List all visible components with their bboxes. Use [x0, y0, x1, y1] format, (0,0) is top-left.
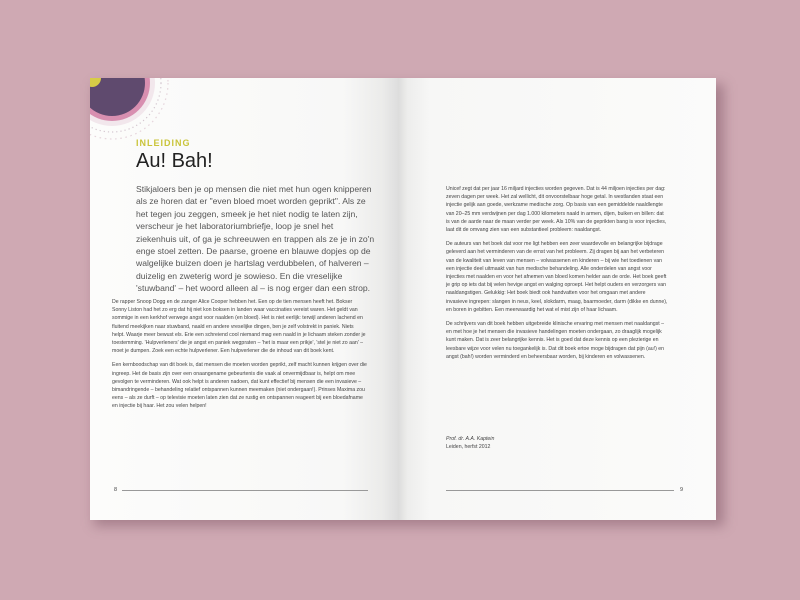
- body-paragraph: Een kernboodschap van dit boek is, dat mensen die moeten worden geprikt, zelf macht kunnen krijgen over die ingreep. Het de basis zijn over een onaangename gebeurtenis die vaak al onvermijdbaar is, helpt om mee gevolgen te verminderen. Wat ook helpt is anderen nadoen, dat kunt effectief bij mensen die een invasieve – bimandringende – behandeling relatief ontspannen kunnen meemaken (niet ondergaan!). Prinses Maxima zou eens – als ze durft – op televisie moeten laten zien dat ze rustig en ontspannen reageert bij een bloedafname en injectie bij haar. Het zou velen helpen!: [112, 362, 367, 410]
- right-body-text: [446, 185, 668, 367]
- left-page: [90, 78, 398, 520]
- body-paragraph: De rapper Snoop Dogg en de zanger Alice Cooper hebben het. Een op de tien mensen heeft het. Bokser Sonny Liston had het zo erg dat hij niet kon boksen in landen waar vaccinaties vereist waren. Het geldt van sommige in een kerkhof verwege angst voor naalden (en bloed). Het is niet eerlijk: terwijl anderen lachend en fluitend meekijken naar stuwband, naald en andere vreselijke dingen, ben je zelf volstrekt in paniek. Niets helpt. Waarje meer bewust els. Erie een schreiend cool niemand mag een naald in je lichaam steken zonder je toestemming. 'Hulpverleners' die je angst en paniek wegpraten – 'het is maar een prikje', 'stel je niet zo aan' – moet je dumpen. Zoek een echte hulpverlener. Een hulpverlener die de inhoud van dit boek kent.: [112, 299, 366, 355]
- page-number-right: 9: [680, 487, 684, 493]
- page-title: Au! Bah!: [136, 150, 213, 172]
- signature-place-date: Leiden, herfst 2012: [446, 444, 491, 451]
- body-paragraph: De auteurs van het boek dat voor me ligt hebben een zeer waardevolle en belangrijke bijdrage geleverd aan het verminderen van de ernst van het probleem. Zij dragen bij aan het verbeteren van de kwaliteit van leven van mensen – volwassenen en kinderen – bij wie het toedienen van een injectie deel uitmaakt van hun medische behandeling. Alle onderdelen van angst voor injecties met naalden en voor het afnemen van bloed komen helder aan de orde. Het boek geeft je grip op iets dat bij velen hevige angst en walging oproept. Het helpt ouders en verzorgers van naaldangstigen. Gelukkig: Het boek biedt ook handvatten voor het omgaan met andere invasieve ingrepen: slangen in neus, keel, slokdarm, maag, baarmoeder, darm (dikke en dunne), en boren in gebitten. Een meerwaardig het wat el mist zijn of haar lichaam.: [446, 241, 668, 313]
- right-page: [398, 78, 716, 520]
- intro-paragraph: Stikjaloers ben je op mensen die niet met hun ogen knipperen als ze horen dat er "even bloed moet worden geprikt". Als ze het tegen jou zeggen, smeek je het niet nodig te laten zijn, verscheur je het laboratoriumbriefje, loop je snel het ziekenhuis uit, of ga je schreeuwen en trappen als ze je in zo'n enge stoel zetten. De paarse, groene en blauwe dopjes op de walgelijke buizen doen je hartslag verdubbelen, of halveren – duizelig en zweterig word je sowieso. En die vreselijke 'stuwband' – het woord alleen al – is nog erger dan een strop.: [136, 184, 375, 294]
- section-kicker: INLEIDING: [136, 138, 191, 148]
- open-book: [90, 78, 718, 520]
- footer-rule: [122, 490, 368, 491]
- footer-rule: [446, 490, 674, 491]
- signature-block: [446, 435, 494, 451]
- page-number-left: 8: [114, 487, 118, 493]
- left-body-text: [112, 298, 367, 417]
- body-paragraph: De schrijvers van dit boek hebben uitgebreide klinische ervaring met mensen met naaldangst – en met hoe je het mensen die invasieve handelingen moeten ondergaan, zo draaglijk mogelijk kunt maken. Dat is zeer belangrijke kennis. Het is goed dat deze kennis op een plezierige en leesbare wijze voor velen nu toegankelijk is. Dat dit boek ertoe moge bijdragen dat pijn (au!) en angst (bah!) worden verminderd en beheersbaar worden, bij kinderen en volwassenen.: [446, 321, 665, 360]
- signature-name: Prof. dr. A.A. Kaptein: [446, 436, 495, 442]
- body-paragraph: Unicef zegt dat per jaar 16 miljard injecties worden gegeven. Dat is 44 miljoen injecties per dag: zeven dagen per week. Het zal wellicht, dit onvoorstelbaar hoge getal. In westlanden staat een injectie gelijk aan goede, werkzame medische zorg. Op basis van een gemiddelde naaldlengte van 20–25 mm verdwijnen per dag 1.000 kilometers naald in armen, dijen, buiken en billen: dat is van de aarde naar de maan verder per week. Als 10% van de geprikten bang is voor injecties, laat dit de omvang zien van een substantieel probleem: naaldangst.: [446, 186, 667, 234]
